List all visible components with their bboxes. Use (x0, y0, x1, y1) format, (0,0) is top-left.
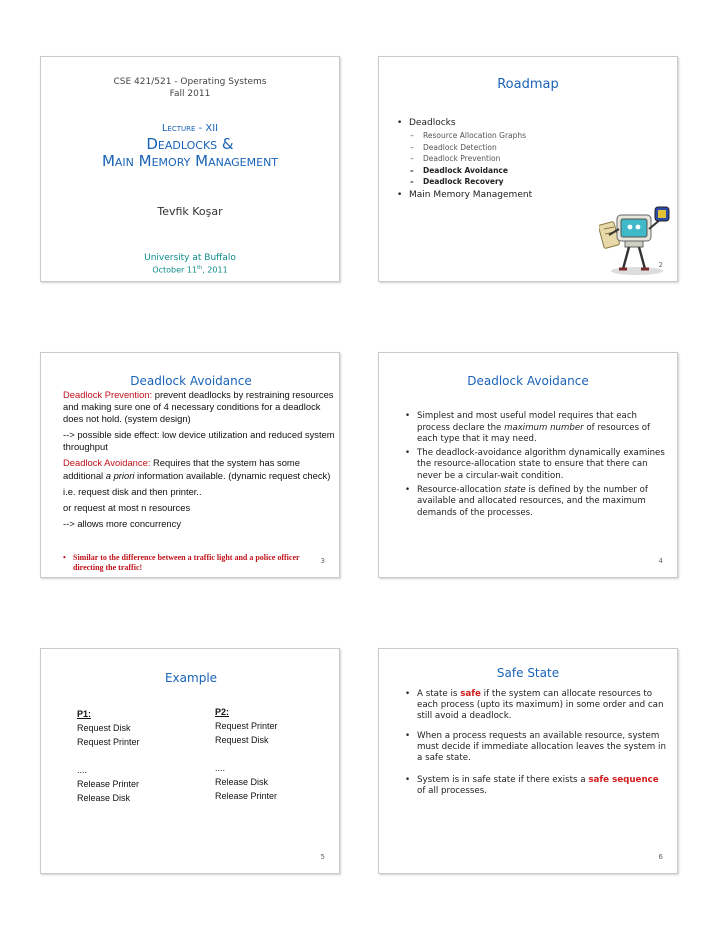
lecture-date: October 11th, 2011 (152, 265, 228, 275)
page-number: 5 (320, 853, 325, 861)
slide-2-roadmap (378, 56, 678, 282)
process-step: Request Printer (215, 721, 278, 731)
process-p1-column (77, 707, 140, 805)
list-item: • Simplest and most useful model requires that each process declare the maximum number of resources of each type that it may need. (405, 411, 667, 446)
list-item: – Deadlock Prevention (397, 153, 667, 165)
university-name: University at Buffalo (144, 253, 236, 263)
course-term: Fall 2011 (169, 89, 211, 99)
process-step: Request Disk (215, 735, 269, 745)
lecture-title-line1: Deadlocks & (146, 135, 234, 153)
concurrency-line: --> allows more concurrency (63, 517, 182, 529)
slide-4-deadlock-avoidance (378, 352, 678, 578)
list-item: – Deadlock Detection (397, 142, 667, 154)
example-line: or request at most n resources (63, 501, 191, 513)
bullet-list (405, 689, 667, 797)
page-number: 3 (320, 557, 325, 565)
list-item: – Deadlock Recovery (397, 176, 667, 188)
slide-5-example (40, 648, 340, 874)
slide-title: Deadlock Avoidance (130, 374, 252, 388)
page-number: 4 (658, 557, 663, 565)
process-p2-column (215, 705, 278, 803)
process-step: Release Disk (77, 793, 131, 803)
side-effect-paragraph: --> possible side effect: low device utilization and reduced system throughput (63, 429, 335, 453)
process-step (77, 749, 140, 763)
author-name: Tevfik Koşar (157, 205, 223, 218)
process-step: Release Printer (215, 791, 278, 801)
process-step: Request Printer (77, 737, 140, 747)
lecture-title-line2: Main Memory Management (101, 152, 279, 170)
process-step: Release Printer (77, 779, 140, 789)
lecture-number: Lecture - XII (161, 123, 219, 134)
slide-body (63, 389, 335, 534)
page-number: 6 (658, 853, 663, 861)
process-step: .... (77, 765, 88, 775)
roadmap-list (397, 118, 667, 202)
slide-title: Example (164, 671, 218, 685)
list-item: • Resource-allocation state is defined by the number of available and allocated resources, and the maximum demands of the processes. (405, 485, 667, 520)
list-item: – Resource Allocation Graphs (397, 130, 667, 142)
slide-3-deadlock-avoidance (40, 352, 340, 578)
course-name: CSE 421/521 - Operating Systems (113, 77, 267, 87)
slide-title: Deadlock Avoidance (467, 374, 589, 388)
bullet-list (405, 411, 667, 521)
process-step: .... (215, 763, 226, 773)
list-item: • Deadlocks (397, 118, 667, 128)
traffic-analogy-note: • Similar to the difference between a traffic light and a police officer directing the traffic! (63, 553, 323, 573)
slide-1-title (40, 56, 340, 282)
list-item: • When a process requests an available resource, system must decide if immediate allocation leaves the system in a safe state. (405, 731, 667, 764)
process-step: Request Disk (77, 723, 131, 733)
list-item: • System is in safe state if there exists a safe sequence of all processes. (405, 775, 667, 797)
example-line: i.e. request disk and then printer.. (63, 485, 202, 497)
slide-title: Roadmap (497, 77, 559, 92)
avoidance-paragraph: Deadlock Avoidance: Requires that the system has some additional a priori information available. (dynamic request check) (63, 457, 331, 481)
page-number: 2 (658, 261, 663, 269)
prevention-paragraph: Deadlock Prevention: prevent deadlocks by restraining resources and making sure one of 4 necessary conditions for a deadlock does not hold. (system design) (63, 389, 334, 425)
process-step (215, 747, 278, 761)
list-item: • The deadlock-avoidance algorithm dynamically examines the resource-allocation state to ensure that there can never be a circular-wait condition. (405, 448, 667, 483)
slide-title: Safe State (496, 666, 560, 680)
process-header: P2: (215, 707, 230, 717)
process-header: P1: (77, 709, 92, 719)
slide-6-safe-state (378, 648, 678, 874)
list-item: • A state is safe if the system can allocate resources to each process (upto its maximum) in some order and can still avoid a deadlock. (405, 689, 667, 722)
process-step: Release Disk (215, 777, 269, 787)
list-item: – Deadlock Avoidance (397, 165, 667, 177)
list-item: • Main Memory Management (397, 190, 667, 200)
